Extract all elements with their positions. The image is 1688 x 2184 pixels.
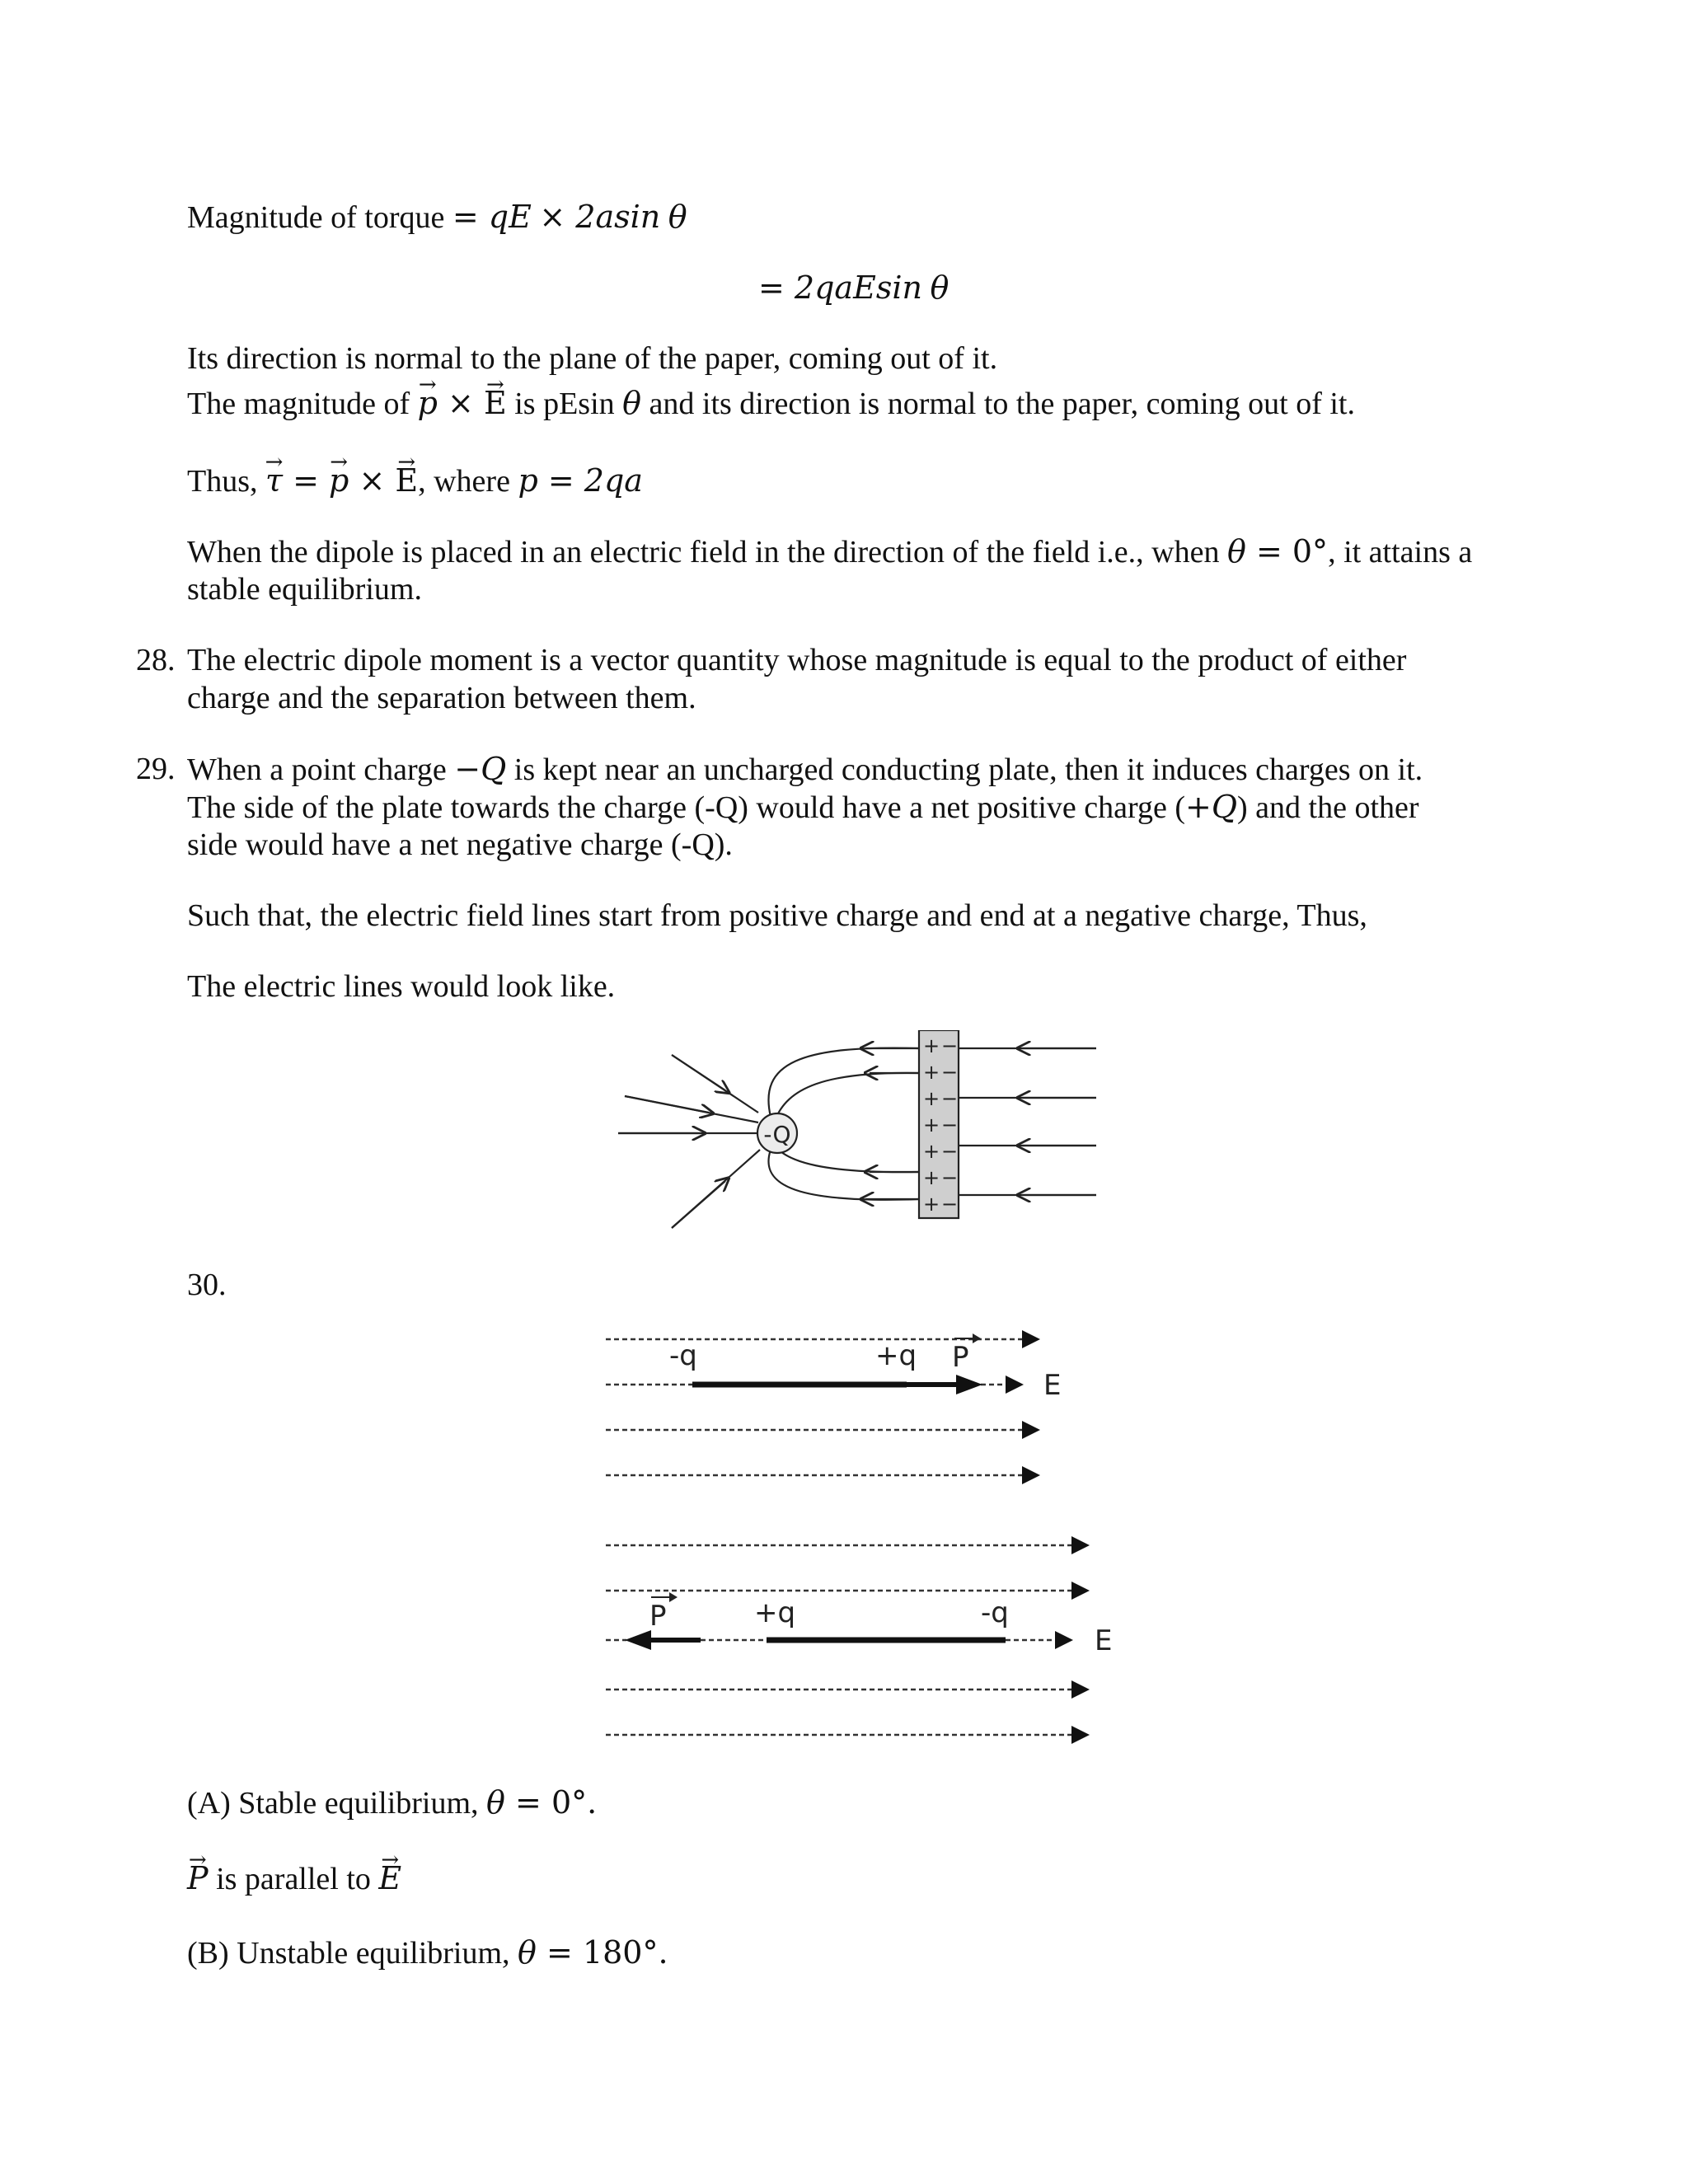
eq-before: When the dipole is placed in an electric field in the direction of the field i.e., when [187,535,1227,569]
cross-before: The magnitude of [187,387,418,421]
neg-charge-label: -q [981,1596,1009,1629]
e-field-label: E [1043,1369,1062,1402]
field-lines-figure [610,1030,1104,1253]
answer-a-text: (A) Stable equilibrium, [187,1786,487,1821]
answer-b: (B) Unstable equilibrium, θ = 180°. [187,1934,668,1971]
direction-text: Its direction is normal to the plane of the paper, coming out of it. [187,341,998,376]
answer-a: (A) Stable equilibrium, θ = 0°. [187,1784,598,1821]
plus-sign: + [923,1087,940,1110]
thus-where: , where [418,464,518,499]
answer-a-theta: θ [486,1784,505,1821]
plus-sign: + [923,1193,940,1216]
vector-p-2: → p [329,462,349,499]
torque-label: Magnitude of torque [187,200,445,235]
field-arrowheads [1055,1536,1090,1744]
q29-line3: side would have a net negative charge (-Q). [187,827,733,862]
answer-b-theta: θ [518,1934,537,1971]
eq-after: , it attains a [1328,535,1473,569]
conducting-plate [919,1030,959,1218]
unstable-dipole-figure [577,1516,1121,1747]
eq-value: 0° [1292,533,1329,569]
q28-number: 28. [136,643,176,677]
stable-dipole-figure [577,1319,1121,1500]
vector-e: → E [484,384,507,422]
cross-after: and its direction is normal to the paper, coming out of it. [641,387,1355,421]
cross-product-text: The magnitude of → p × → E is pEsin θ and its direction is normal to the paper, coming out of it. [187,384,1355,423]
torque-theta: θ [668,199,687,235]
field-arrowheads [1006,1330,1040,1484]
cross-theta: θ [622,385,642,421]
q29-number: 29. [136,752,176,786]
q29-line2 [187,788,1419,827]
q29-para3: The electric lines would look like. [187,969,616,1004]
q29-plus-charge: +Q [1185,789,1237,825]
vector-p-answer: → P [187,1859,209,1897]
torque-expr-sin: 2asin [575,199,661,235]
torque-expr-q: qE [488,199,532,235]
thus-text: Thus, → τ = → p × → E, where p = 2qa [187,462,643,500]
plus-sign: + [923,1034,940,1057]
external-field-lines [959,1048,1096,1195]
torque-result: 2qaEsin [794,269,922,306]
equilibrium-line2: stable equilibrium. [187,572,422,607]
answer-b-value: 180°. [582,1934,668,1971]
plus-sign: + [923,1166,940,1189]
q29-charge: −Q [454,751,507,787]
q29-l2-before: The side of the plate towards the charge (-Q) would have a net positive charge ( [187,790,1185,825]
equilibrium-line1: When the dipole is placed in an electric field in the direction of the field i.e., when θ = 0°, it attains a [187,533,1473,569]
vector-e-answer: → E [378,1859,401,1897]
q29-l1-before: When a point charge [187,752,455,787]
pos-charge-label: +q [754,1596,796,1629]
p-vector-label: P [649,1600,667,1633]
vector-tau: → τ [265,462,283,499]
negative-charge [757,1113,797,1153]
torque-line: Magnitude of torque = qE × 2asin θ [187,199,687,235]
minus-sign: − [941,1166,959,1189]
minus-sign: − [941,1193,959,1216]
torque-result-theta: θ [930,269,950,306]
charge-label: -Q [763,1121,791,1148]
thus-before: Thus, [187,464,265,499]
eq-theta: θ [1226,533,1246,569]
q28-line1: The electric dipole moment is a vector quantity whose magnitude is equal to the product of either [187,643,1407,677]
cross-middle: is pEsin [506,387,623,421]
torque-result-line: = 2qaEsin θ [758,269,950,306]
plus-sign: + [923,1140,940,1163]
p-vector-label: P [952,1341,969,1374]
plus-sign: + [923,1061,940,1084]
q29-para2: Such that, the electric field lines start from positive charge and end at a negative charge, Thus, [187,898,1367,933]
answer-b-text: (B) Unstable equilibrium, [187,1936,518,1971]
q28-line2: charge and the separation between them. [187,681,696,715]
vector-p: → p [418,384,438,422]
neg-charge-label: -q [669,1339,697,1372]
minus-sign: − [941,1113,959,1137]
minus-sign: − [941,1140,959,1163]
e-field-label: E [1095,1624,1113,1657]
vector-e-2: → E [395,462,418,499]
q29-l1-after: is kept near an uncharged conducting plate, then it induces charges on it. [506,752,1423,787]
parallel-mid: is parallel to [208,1862,379,1896]
minus-sign: − [941,1061,959,1084]
minus-sign: − [941,1087,959,1110]
answer-a-value: 0°. [551,1784,598,1821]
thus-p: p [518,462,538,499]
q30-number: 30. [187,1268,227,1302]
plus-sign: + [923,1113,940,1137]
q29-l2-after: ) and the other [1237,790,1419,825]
minus-sign: − [941,1034,959,1057]
q29-line1 [187,750,1423,789]
thus-rhs: 2qa [584,462,643,499]
parallel-statement [187,1859,401,1898]
pos-charge-label: +q [875,1339,917,1372]
incoming-field-lines [618,1055,760,1228]
